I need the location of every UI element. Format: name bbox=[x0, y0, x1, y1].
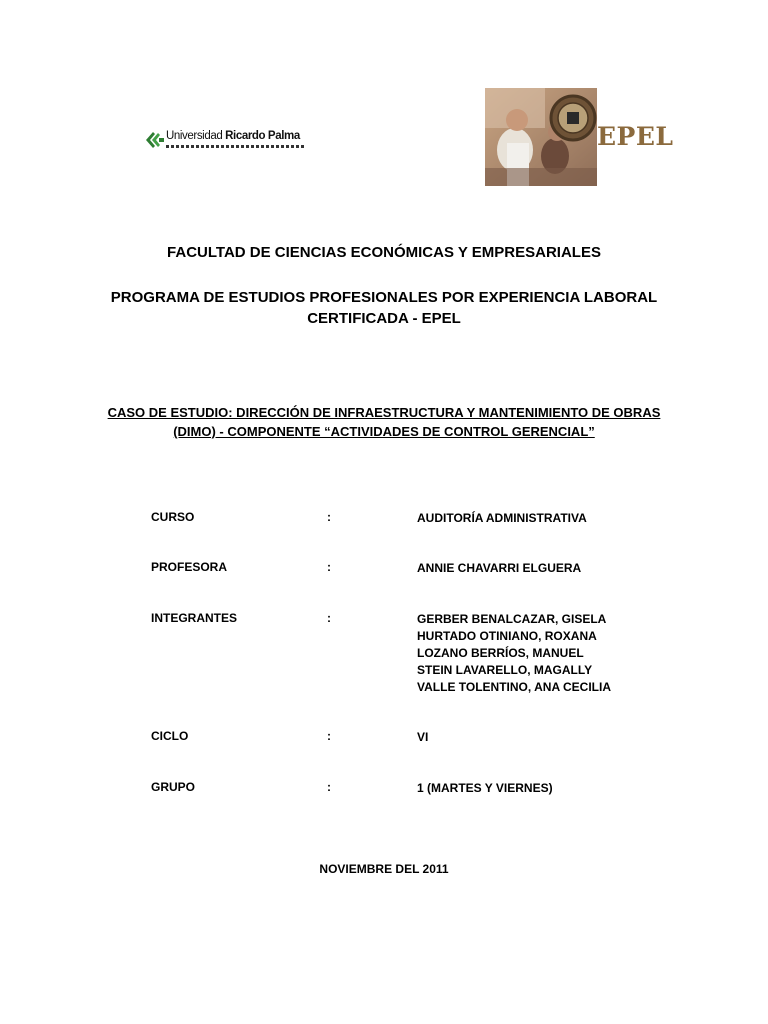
epel-logo-text: EPEL bbox=[597, 122, 674, 151]
integrante-item: STEIN LAVARELLO, MAGALLY bbox=[417, 663, 593, 677]
integrante-item: LOZANO BERRÍOS, MANUEL bbox=[417, 646, 584, 660]
ciclo-label: CICLO bbox=[151, 729, 189, 743]
case-study-title: CASO DE ESTUDIO: DIRECCIÓN DE INFRAESTRUCTURA Y MANTENIMIENTO DE OBRAS (DIMO) - COMPONENTE “ACTIVIDADES DE CONTROL GERENCIAL” bbox=[107, 405, 661, 439]
curso-separator: : bbox=[327, 510, 331, 524]
urp-logo-text: Universidad Ricardo Palma bbox=[166, 130, 300, 142]
integrante-item: GERBER BENALCAZAR, GISELA bbox=[417, 612, 607, 626]
profesora-value: ANNIE CHAVARRI ELGUERA bbox=[417, 561, 582, 575]
integrantes-separator: : bbox=[327, 611, 331, 625]
integrante-item: HURTADO OTINIANO, ROXANA bbox=[417, 629, 597, 643]
urp-leaf-icon bbox=[144, 130, 164, 150]
grupo-label: GRUPO bbox=[151, 780, 196, 794]
profesora-separator: : bbox=[327, 560, 331, 574]
curso-label: CURSO bbox=[151, 510, 195, 524]
profesora-label: PROFESORA bbox=[151, 560, 228, 574]
grupo-value: 1 (MARTES Y VIERNES) bbox=[417, 781, 553, 795]
faculty-title: FACULTAD DE CIENCIAS ECONÓMICAS Y EMPRESARIALES bbox=[167, 244, 601, 261]
grupo-separator: : bbox=[327, 780, 331, 794]
integrantes-list bbox=[417, 611, 611, 696]
urp-tagline bbox=[166, 145, 304, 148]
urp-logo bbox=[144, 128, 306, 154]
ciclo-separator: : bbox=[327, 729, 331, 743]
integrante-item: VALLE TOLENTINO, ANA CECILIA bbox=[417, 680, 611, 694]
curso-value: AUDITORÍA ADMINISTRATIVA bbox=[417, 511, 587, 525]
program-title: PROGRAMA DE ESTUDIOS PROFESIONALES POR EXPERIENCIA LABORAL CERTIFICADA - EPEL bbox=[110, 289, 658, 327]
integrantes-label: INTEGRANTES bbox=[151, 611, 238, 625]
epel-logo-photo bbox=[485, 88, 597, 186]
ciclo-value: VI bbox=[417, 730, 429, 744]
document-date: NOVIEMBRE DEL 2011 bbox=[319, 862, 449, 876]
